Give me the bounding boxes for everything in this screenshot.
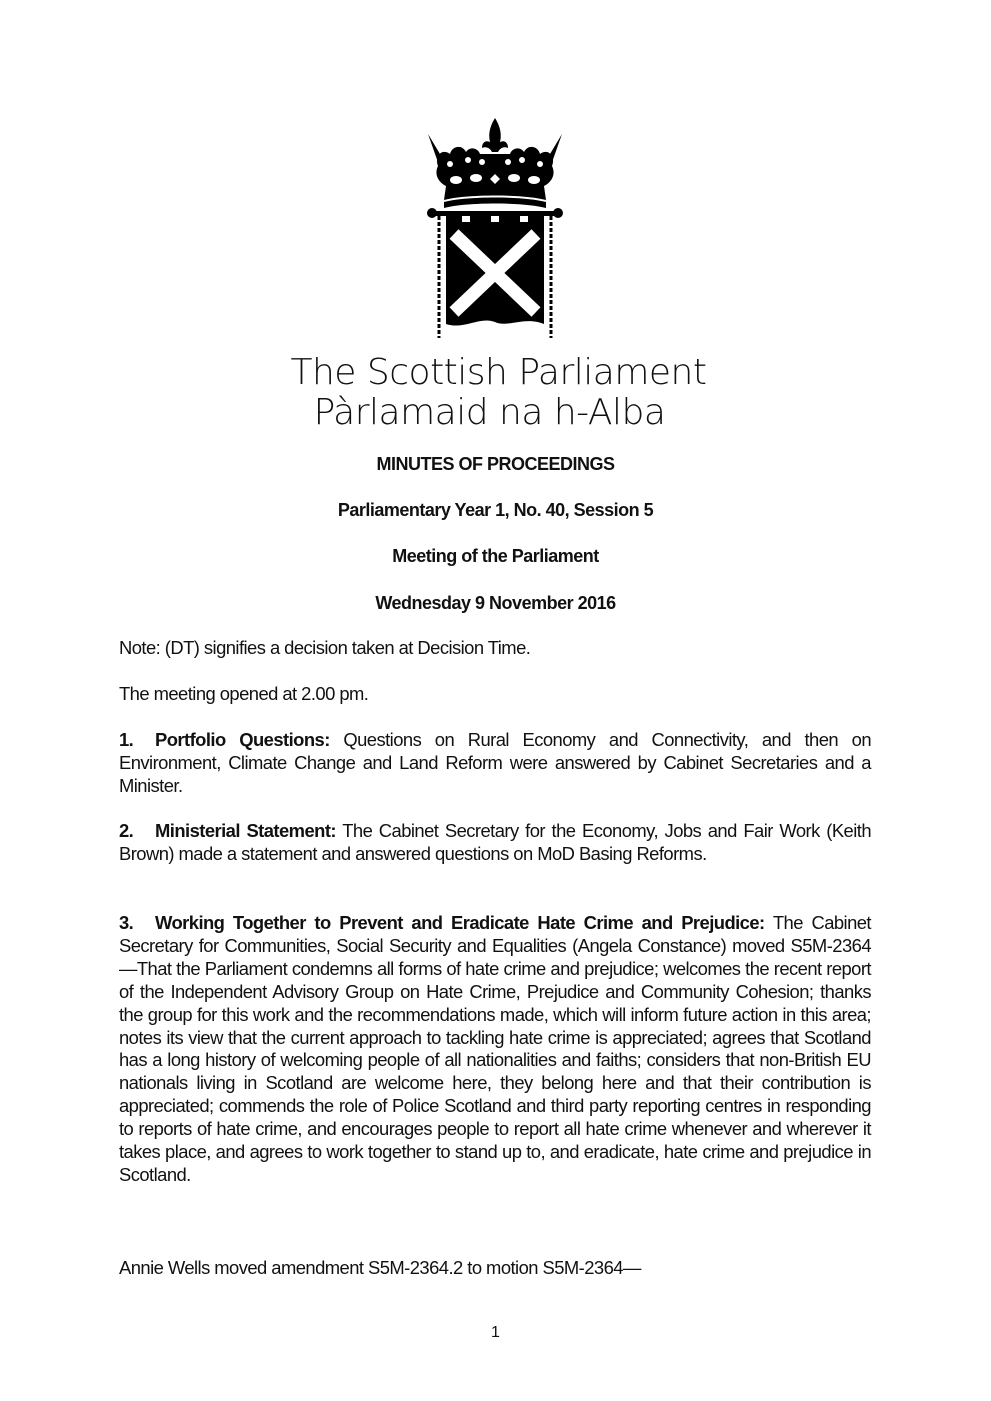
brand-name-gaelic: Pàrlamaid na h-Alba <box>313 392 666 433</box>
item-number: 1. <box>119 729 134 750</box>
scottish-parliament-logo-icon <box>424 116 566 340</box>
item-text: The Cabinet Secretary for Communities, Social Security and Equalities (Angela Constance) moved S5M-2364—That the Parliament condemns all forms of hate crime and prejudice; welcomes the recent report of the Independent Advisory Group on Hate Crime, Prejudice and Community Cohesion; thanks the group for this work and the recommendations made, which will inform future action in this area; notes its view that the current approach to tackling hate crime is appreciated; agrees that Scotland has a long history of welcoming people of all nationalities and faiths; considers that non-British EU nationals living in Scotland are welcome here, they belong here and that their contribution is appreciated; commends the role of Police Scotland and third party reporting centres in responding to reports of hate crime, and encourages people to report all hate crime whenever and wherever it takes place, and agrees to work together to stand up to, and eradicate, hate crime and prejudice in Scotland. <box>119 912 871 1185</box>
decision-time-note: Note: (DT) signifies a decision taken at Decision Time. <box>119 637 531 658</box>
meeting-date: Wednesday 9 November 2016 <box>375 593 616 613</box>
agenda-item-3 <box>119 912 871 1187</box>
brand-name-english: The Scottish Parliament <box>290 352 707 393</box>
item-text: Questions on Rural Economy and Connectivity, and then on Environment, Climate Change and Land Reform were answered by Cabinet Secretaries and a Minister. <box>119 729 871 796</box>
item-number: 3. <box>119 912 134 933</box>
item-heading: Ministerial Statement: <box>155 820 336 841</box>
agenda-item-2 <box>119 820 871 866</box>
item-heading: Working Together to Prevent and Eradicate Hate Crime and Prejudice: <box>155 912 765 933</box>
document-subtitle: Parliamentary Year 1, No. 40, Session 5 <box>337 500 654 520</box>
document-title: MINUTES OF PROCEEDINGS <box>376 454 615 474</box>
item-number: 2. <box>119 820 134 841</box>
item-text: The Cabinet Secretary for the Economy, Jobs and Fair Work (Keith Brown) made a statement and answered questions on MoD Basing Reforms. <box>119 820 872 864</box>
amendment-text: Annie Wells moved amendment S5M-2364.2 to motion S5M-2364— <box>119 1257 641 1278</box>
page-number: 1 <box>491 1324 500 1341</box>
meeting-opened-text: The meeting opened at 2.00 pm. <box>119 683 369 704</box>
meeting-title: Meeting of the Parliament <box>392 546 599 566</box>
agenda-item-1 <box>119 729 871 798</box>
item-heading: Portfolio Questions: <box>155 729 330 750</box>
